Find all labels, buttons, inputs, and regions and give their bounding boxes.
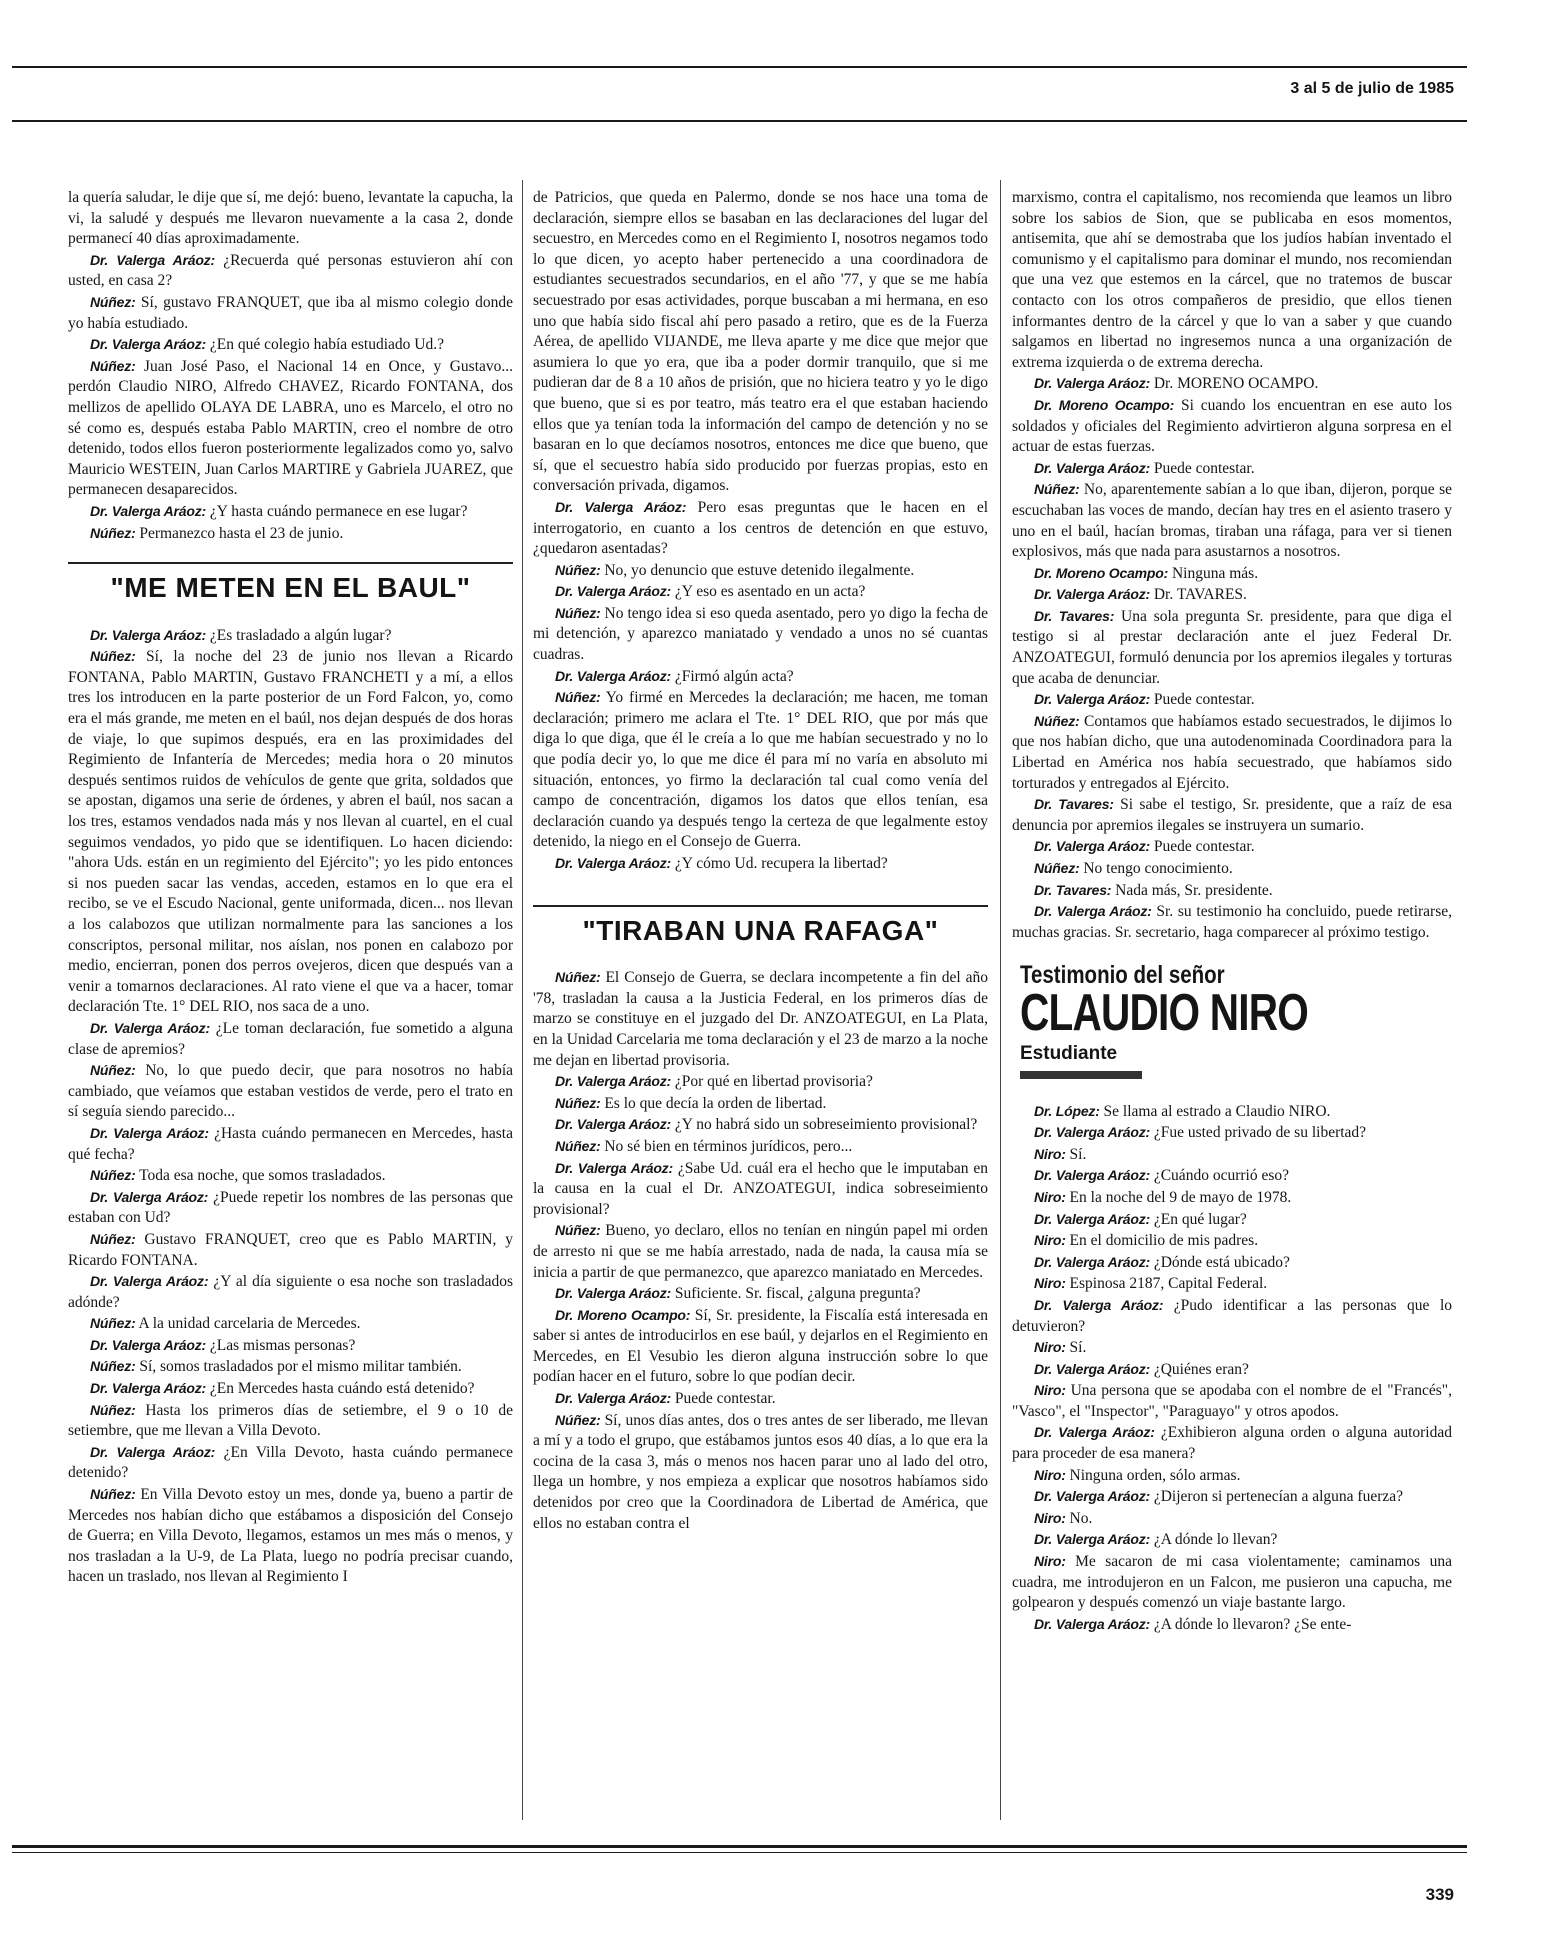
- paragraph: Núñez: Permanezco hasta el 23 de junio.: [90, 524, 344, 542]
- text-column-3: [1012, 188, 1452, 1635]
- speaker-label: Dr. Valerga Aráoz:: [1034, 838, 1150, 855]
- paragraph: Dr. Valerga Aráoz: ¿Las mismas personas?: [90, 1336, 356, 1354]
- speaker-label: Dr. Tavares:: [1034, 796, 1114, 813]
- speaker-label: Niro:: [1034, 1382, 1066, 1399]
- speaker-label: Niro:: [1034, 1339, 1066, 1356]
- paragraph: Dr. Valerga Aráoz: ¿Exhibieron alguna orden o alguna autoridad para proceder de esa manera?: [1012, 1424, 1452, 1463]
- speaker-label: Dr. Valerga Aráoz:: [1034, 1124, 1150, 1141]
- speaker-label: Núñez:: [1034, 860, 1080, 876]
- section-heading: "TIRABAN UNA RAFAGA": [582, 914, 939, 946]
- page-number: 339: [1425, 1885, 1454, 1904]
- paragraph: Dr. Valerga Aráoz: ¿Pudo identificar a las personas que lo detuvieron?: [1012, 1296, 1452, 1335]
- speaker-label: Niro:: [1034, 1466, 1066, 1483]
- paragraph: Núñez: No, aparentemente sabían a lo que iban, dijeron, porque se escuchaban las voces de mando, decían hay tres en el asiento trasero y uno en el baúl, hacían bromas, tiraban una ráfaga, para ver si tienen explosivos, más que nada para asustarnos a nosotros.: [1012, 481, 1453, 561]
- paragraph: Dr. Valerga Aráoz: ¿A dónde lo llevan?: [1034, 1531, 1278, 1549]
- speaker-label: Núñez:: [555, 1094, 601, 1111]
- speaker-label: Dr. Valerga Aráoz:: [90, 1336, 206, 1353]
- speaker-label: Núñez:: [555, 561, 601, 578]
- paragraph: Dr. Valerga Aráoz: Puede contestar.: [1034, 459, 1255, 477]
- paragraph: Dr. Valerga Aráoz: ¿Y eso es asentado en un acta?: [555, 583, 866, 601]
- paragraph: Dr. Valerga Aráoz: ¿Dónde está ubicado?: [1034, 1253, 1290, 1271]
- speaker-label: Núñez:: [90, 293, 136, 310]
- paragraph: Dr. Valerga Aráoz: ¿Puede repetir los nombres de las personas que estaban con Ud?: [68, 1188, 513, 1227]
- witness-name: CLAUDIO NIRO: [1020, 983, 1309, 1042]
- paragraph: Niro: En el domicilio de mis padres.: [1034, 1232, 1259, 1250]
- speaker-label: Dr. Valerga Aráoz:: [1034, 903, 1152, 920]
- speaker-label: Dr. Valerga Aráoz:: [1034, 1210, 1150, 1227]
- paragraph: Dr. Moreno Ocampo: Sí, Sr. presidente, la Fiscalía está interesada en saber si antes de introducirlos en ese baúl, y dejarlos en el Regimiento en Mercedes, en El Vesubio les dieron alguna instrucción sobre lo que podían hacer en el futuro, sobre lo que podían decir.: [533, 1306, 988, 1386]
- paragraph: Dr. Valerga Aráoz: Suficiente. Sr. fiscal, ¿alguna pregunta?: [555, 1285, 921, 1303]
- speaker-label: Dr. Valerga Aráoz:: [555, 1116, 671, 1133]
- column-divider-2: [1000, 180, 1001, 1820]
- paragraph: Dr. Valerga Aráoz: ¿Y hasta cuándo permanece en ese lugar?: [90, 502, 468, 520]
- paragraph: Dr. Valerga Aráoz: ¿Quiénes eran?: [1034, 1360, 1249, 1378]
- paragraph: Núñez: Bueno, yo declaro, ellos no tenían en ningún papel mi orden de arresto ni que se me había arrestado, nada de nada, la causa mía se inicia a partir de que permanezco, que aparezco maniatado en Mercedes.: [533, 1222, 988, 1281]
- paragraph: Dr. Valerga Aráoz: Puede contestar.: [555, 1390, 776, 1408]
- speaker-label: Núñez:: [555, 1222, 601, 1239]
- speaker-label: Dr. Valerga Aráoz:: [1034, 1615, 1150, 1632]
- footer-rule-thin: [12, 1852, 1467, 1853]
- speaker-label: Dr. Valerga Aráoz:: [1034, 375, 1150, 392]
- paragraph: Núñez: Sí, unos días antes, dos o tres antes de ser liberado, me llevan a mí y a todo el grupo, que estábamos juntos esos 40 días, a lo que era la cocina de la casa 3, más o menos nos hacen parar uno al lado del otro, llega un hombre, y nos empieza a explicar que nosotros habíamos sido detenidos por creo que la Coordinadora de Libertad de América, que ellos no estaban contra el: [533, 1411, 988, 1532]
- speaker-label: Dr. Valerga Aráoz:: [1034, 1253, 1150, 1270]
- paragraph: Niro: En la noche del 9 de mayo de 1978.: [1034, 1188, 1292, 1206]
- speaker-label: Dr. Valerga Aráoz:: [1034, 1296, 1164, 1313]
- paragraph: la quería saludar, le dije que sí, me dejó: bueno, levantate la capucha, la vi, la saludé y después me llevaron nuevamente a la casa 2, donde permanecí 40 días aproximadamente.: [68, 189, 513, 248]
- speaker-label: Dr. Valerga Aráoz:: [90, 1273, 209, 1290]
- paragraph: Núñez: No, yo denuncio que estuve detenido ilegalmente.: [555, 561, 915, 579]
- header-rule-bottom: [12, 120, 1467, 122]
- paragraph: Núñez: Gustavo FRANQUET, creo que es Pablo MARTIN, y Ricardo FONTANA.: [68, 1230, 513, 1269]
- paragraph: Dr. Valerga Aráoz: ¿Sabe Ud. cuál era el hecho que le imputaban en la causa en la cual el Dr. ANZOATEGUI, indica sobreseimiento provisional?: [533, 1159, 989, 1218]
- paragraph: Núñez: Sí, la noche del 23 de junio nos llevan a Ricardo FONTANA, Pablo MARTIN, Gustavo FRANCHETI y a mí, a ellos tres los introducen en la parte posterior de un Ford Falcon, yo, como era el más grande, me meten en el baúl, nos dejan después de dos horas de viaje, lo que supimos después, era en las proximidades del Regimiento de Infantería de Mercedes; media hora o 20 minutos después sentimos ruidos de vehículos de gente que grita, soldados que se apostan, digamos una serie de órdenes, y abren el baúl, nos sacan a los tres, estamos vendados nada más y nos llevan al cuartel, en el cual seguimos vendados, yo pido que se identifiquen. Lo hacen diciendo: "ahora Uds. están en un regimiento del Ejército"; yo les pido entonces si nos pueden sacar las vendas, acceden, estamos en lo que era el recibo, se ve el Escudo Nacional, gente uniformada, dicen... nos llevan a los calabozos que utilizan normalmente para las sanciones a los conscriptos, personal militar, nos aíslan, nos ponen en calabozo por medio, encierran, ponen dos perros ovejeros, dicen que después van a venir a tomarnos declaraciones. Al rato viene el que va a hacer, tomar declaración Tte. 1° DEL RIO, nos saca de a uno.: [68, 648, 514, 1016]
- speaker-label: Dr. Valerga Aráoz:: [1034, 691, 1150, 708]
- paragraph: Dr. Valerga Aráoz: ¿Cuándo ocurrió eso?: [1034, 1167, 1289, 1185]
- paragraph: Dr. Valerga Aráoz: ¿Fue usted privado de su libertad?: [1034, 1124, 1367, 1142]
- speaker-label: Dr. Valerga Aráoz:: [1034, 1167, 1150, 1184]
- speaker-label: Dr. Moreno Ocampo:: [555, 1306, 691, 1323]
- speaker-label: Núñez:: [90, 1062, 136, 1079]
- speaker-label: Dr. Valerga Aráoz:: [555, 1285, 671, 1302]
- speaker-label: Núñez:: [1034, 481, 1080, 498]
- issue-date: 3 al 5 de julio de 1985: [1290, 80, 1454, 97]
- speaker-label: Núñez:: [90, 648, 136, 665]
- paragraph: Núñez: Yo firmé en Mercedes la declaración; me hacen, me toman declaración; primero me aclara el Tte. 1° DEL RIO, que por más que diga lo que diga, que él le creía a lo que me habían secuestrado y no lo que podía decir yo, lo que me dice él para mí no varía en absoluto mi situación, entonces, yo firmo la declaración tal cual como venía del campo de concentración, digamos los datos que ellos tenían, esa declaración cuando ya después tengo la certeza de que legalmente estoy detenido, la niego en el Consejo de Guerra.: [533, 689, 988, 851]
- speaker-label: Núñez:: [90, 357, 136, 374]
- speaker-label: Niro:: [1034, 1188, 1066, 1205]
- paragraph: Dr. Valerga Aráoz: ¿Recuerda qué personas estuvieron ahí con usted, en casa 2?: [68, 251, 513, 290]
- speaker-label: Dr. Valerga Aráoz:: [90, 626, 206, 643]
- paragraph: Dr. Valerga Aráoz: ¿Dijeron si pertenecían a alguna fuerza?: [1034, 1488, 1403, 1506]
- paragraph: Núñez: No tengo idea si eso queda asentado, pero yo digo la fecha de mi detención, y aparezco maniatado y vendado a unos no sé cuantas cuadras.: [533, 604, 989, 664]
- speaker-label: Núñez:: [90, 1486, 136, 1503]
- paragraph: Núñez: Juan José Paso, el Nacional 14 en Once, y Gustavo... perdón Claudio NIRO, Alfredo CHAVEZ, Ricardo FONTANA, dos mellizos de apellido OLAYA DE LABRA, uno es Marcelo, el otro no sé como es, después estaba Pablo MARTIN, creo el nombre de otro detenido, todos ellos fueron posteriormente legalizados como yo, salvo Mauricio WESTEIN, Juan Carlos MARTIRE y Gabriela JUAREZ, que permanecen desaparecidos.: [68, 357, 514, 499]
- speaker-label: Dr. Valerga Aráoz:: [555, 1159, 673, 1176]
- paragraph: Núñez: No tengo conocimiento.: [1034, 860, 1233, 877]
- footer-rule-thick: [12, 1845, 1467, 1848]
- speaker-label: Dr. Valerga Aráoz:: [90, 1443, 216, 1460]
- speaker-label: Dr. Valerga Aráoz:: [90, 1124, 209, 1141]
- paragraph: Dr. Valerga Aráoz: Puede contestar.: [1034, 838, 1255, 856]
- paragraph: Niro: Ninguna orden, sólo armas.: [1034, 1466, 1241, 1484]
- paragraph: Dr. Valerga Aráoz: Sr. su testimonio ha concluido, puede retirarse, muchas gracias. Sr. secretario, haga comparecer al próximo testigo.: [1012, 903, 1452, 941]
- speaker-label: Niro:: [1034, 1232, 1066, 1249]
- paragraph: Dr. Tavares: Si sabe el testigo, Sr. presidente, que a raíz de esa denuncia por apremios ilegales se instruyera un sumario.: [1012, 796, 1453, 834]
- speaker-label: Núñez:: [90, 1358, 136, 1375]
- paragraph: Dr. López: Se llama al estrado a Claudio NIRO.: [1034, 1102, 1331, 1120]
- speaker-label: Núñez:: [555, 1137, 601, 1154]
- speaker-label: Núñez:: [90, 1315, 136, 1332]
- witness-heading-kicker: Testimonio del señor: [1020, 961, 1225, 990]
- speaker-label: Dr. López:: [1034, 1102, 1100, 1119]
- paragraph: Núñez: En Villa Devoto estoy un mes, donde ya, bueno a partir de Mercedes nos habían dicho que estábamos a disposición del Consejo de Guerra; en Villa Devoto, llegamos, estamos un mes más o menos, y nos trasladan a la U-9, de La Plata, luego no podría precisar cuando, hacen un traslado, nos llevan al Regimiento I: [68, 1486, 513, 1586]
- section-heading: "ME METEN EN EL BAUL": [110, 572, 471, 604]
- heading-bar: [1020, 1071, 1142, 1079]
- speaker-label: Niro:: [1034, 1509, 1066, 1526]
- speaker-label: Dr. Valerga Aráoz:: [90, 502, 206, 519]
- paragraph: Dr. Moreno Ocampo: Si cuando los encuentran en ese auto los soldados y oficiales del Regimiento advirtieron alguna sorpresa en el actuar de estas fuerzas.: [1012, 396, 1452, 456]
- speaker-label: Dr. Valerga Aráoz:: [555, 855, 671, 871]
- speaker-label: Dr. Moreno Ocampo:: [1034, 564, 1169, 581]
- paragraph: Núñez: No, lo que puedo decir, que para nosotros no había cambiado, que veíamos que estaban vestidos de verde, pero el trato en sí seguía siendo parecido...: [68, 1062, 514, 1121]
- paragraph: Dr. Valerga Aráoz: ¿Y cómo Ud. recupera la libertad?: [555, 855, 888, 872]
- paragraph: de Patricios, que queda en Palermo, donde se nos hace una toma de declaración, siempre ellos se basaban en las declaraciones del lugar del secuestro, en Mercedes como en el Regimiento I, nosotros negamos todo lo que dicen, yo acepto haber pertenecido a una coordinadora de estudiantes secuestrados secundarios, en el año '77, y que se me había secuestrado por esas actividades, porque buscaban a mi hermana, en eso uno que había sido fiscal ahí pero pasado a retiro, que es de la Fuerza Aérea, de apellido VIJANDE, me lleva aparte y me dice que mejor que asumiera lo que yo era, que iba a poder dormir tranquilo, que si me pudieran dar de 8 a 10 años de prisión, que no hiciera teatro y yo le digo que bueno, que si es por teatro, más teatro era el que estaban haciendo ellos que ya tenían toda la información del campo de detención y no se basaran en lo que decíamos nosotros, entonces me dice que bueno, que sí, que el secuestro había sido producido por fuerzas propias, esto en conversación privada, digamos.: [533, 189, 988, 495]
- paragraph: Niro: Me sacaron de mi casa violentamente; caminamos una cuadra, me introdujeron en un Falcon, me pusieron una capucha, me golpearon y después comenzó un viaje bastante largo.: [1012, 1553, 1453, 1612]
- paragraph: Dr. Valerga Aráoz: ¿En Villa Devoto, hasta cuándo permanece detenido?: [68, 1443, 514, 1482]
- paragraph: marxismo, contra el capitalismo, nos recomienda que leamos un libro sobre los sabios de Sion, que se publicaba en esos momentos, antisemita, que ahí se demostraba que los judíos habían inventado el comunismo y el capitalismo para dominar el mundo, nos recomiendan que una vez que estemos en la cárcel, que no tratemos de buscar contacto con los otros compañeros de presidio, que ellos tienen informantes dentro de la cárcel y que lo van a saber y que cuando salgamos en libertad no ingresemos nunca a una organización de extrema izquierda o de extrema derecha.: [1012, 189, 1452, 371]
- witness-occupation: Estudiante: [1020, 1042, 1118, 1064]
- speaker-label: Dr. Valerga Aráoz:: [90, 1019, 210, 1036]
- speaker-label: Núñez:: [90, 524, 136, 541]
- paragraph: Niro: No.: [1034, 1509, 1093, 1527]
- paragraph: Dr. Valerga Aráoz: ¿Hasta cuándo permanecen en Mercedes, hasta qué fecha?: [68, 1124, 513, 1163]
- paragraph: Núñez: Toda esa noche, que somos trasladados.: [90, 1167, 386, 1185]
- paragraph: Niro: Sí.: [1034, 1145, 1087, 1163]
- speaker-label: Núñez:: [1034, 712, 1080, 729]
- paragraph: Dr. Valerga Aráoz: ¿En qué lugar?: [1034, 1210, 1247, 1228]
- paragraph: Dr. Moreno Ocampo: Ninguna más.: [1034, 564, 1259, 582]
- speaker-label: Dr. Valerga Aráoz:: [555, 1390, 671, 1407]
- speaker-label: Núñez:: [90, 1230, 136, 1247]
- speaker-label: Niro:: [1034, 1275, 1066, 1292]
- speaker-label: Dr. Valerga Aráoz:: [1034, 1531, 1150, 1548]
- speaker-label: Dr. Valerga Aráoz:: [1034, 1488, 1150, 1505]
- text-column-1: [68, 188, 513, 1588]
- speaker-label: Dr. Valerga Aráoz:: [90, 336, 206, 353]
- speaker-label: Dr. Valerga Aráoz:: [555, 1073, 671, 1090]
- speaker-label: Núñez:: [555, 969, 601, 986]
- paragraph: Dr. Valerga Aráoz: ¿Y no habrá sido un sobreseimiento provisional?: [555, 1116, 978, 1134]
- speaker-label: Núñez:: [90, 1401, 136, 1418]
- paragraph: Núñez: Hasta los primeros días de setiembre, el 9 o 10 de setiembre, que me llevan a Villa Devoto.: [68, 1401, 513, 1440]
- paragraph: Dr. Tavares: Una sola pregunta Sr. presidente, para que diga el testigo si al prestar declaración ante el juez Federal Dr. ANZOATEGUI, formuló denuncia por los apremios ilegales y torturas que acaba de denunciar.: [1012, 607, 1452, 687]
- header-rule-top: [12, 66, 1467, 68]
- speaker-label: Dr. Valerga Aráoz:: [90, 251, 215, 268]
- paragraph: Núñez: Es lo que decía la orden de libertad.: [555, 1094, 827, 1112]
- paragraph: Dr. Valerga Aráoz: Dr. MORENO OCAMPO.: [1034, 375, 1319, 393]
- speaker-label: Núñez:: [555, 1411, 601, 1428]
- paragraph: Dr. Tavares: Nada más, Sr. presidente.: [1034, 881, 1273, 899]
- paragraph: Dr. Valerga Aráoz: ¿En qué colegio había estudiado Ud.?: [90, 336, 444, 354]
- paragraph: Dr. Valerga Aráoz: Dr. TAVARES.: [1034, 586, 1247, 604]
- speaker-label: Dr. Valerga Aráoz:: [1034, 1424, 1155, 1441]
- speaker-label: Dr. Moreno Ocampo:: [1034, 396, 1175, 413]
- paragraph: Núñez: El Consejo de Guerra, se declara incompetente a fin del año '78, trasladan la causa a la Justicia Federal, en los primeros días de marzo se constituye en el juzgado del Dr. ANZOATEGUI, en La Plata, en la Unidad Carcelaria me toma declaración y el 23 de marzo a la noche me dejan en libertad provisoria.: [533, 969, 989, 1069]
- paragraph: Dr. Valerga Aráoz: ¿A dónde lo llevaron? ¿Se ente-: [1034, 1615, 1352, 1633]
- speaker-label: Niro:: [1034, 1553, 1066, 1570]
- paragraph: Dr. Valerga Aráoz: ¿En Mercedes hasta cuándo está detenido?: [90, 1380, 475, 1398]
- section-heading-box: [533, 905, 988, 946]
- paragraph: Núñez: Sí, somos trasladados por el mismo militar también.: [90, 1358, 462, 1376]
- paragraph: Dr. Valerga Aráoz: ¿Es trasladado a algún lugar?: [90, 626, 392, 644]
- text-column-2: [533, 188, 988, 1534]
- paragraph: Núñez: No sé bien en términos jurídicos, pero...: [555, 1137, 853, 1155]
- speaker-label: Dr. Valerga Aráoz:: [90, 1188, 209, 1205]
- paragraph: Núñez: A la unidad carcelaria de Mercedes.: [90, 1315, 361, 1333]
- speaker-label: Dr. Valerga Aráoz:: [1034, 586, 1150, 603]
- speaker-label: Núñez:: [90, 1167, 136, 1184]
- speaker-label: Núñez:: [555, 689, 601, 706]
- witness-heading: [1020, 961, 1452, 1078]
- paragraph: Dr. Valerga Aráoz: ¿Le toman declaración, fue sometido a alguna clase de apremios?: [68, 1019, 513, 1058]
- speaker-label: Dr. Valerga Aráoz:: [1034, 459, 1150, 476]
- speaker-label: Dr. Valerga Aráoz:: [555, 498, 687, 515]
- paragraph: Núñez: Contamos que habíamos estado secuestrados, le dijimos lo que nos habían dicho, que una autodenominada Coordinadora para la Libertad en América nos había secuestrado, que habíamos sido torturados y entregados al Ejército.: [1012, 712, 1453, 792]
- section-heading-box: [68, 562, 513, 604]
- speaker-label: Dr. Valerga Aráoz:: [555, 583, 671, 600]
- paragraph: Niro: Sí.: [1034, 1339, 1087, 1357]
- speaker-label: Dr. Tavares:: [1034, 881, 1112, 898]
- paragraph: Dr. Valerga Aráoz: ¿Firmó algún acta?: [555, 667, 794, 685]
- speaker-label: Dr. Valerga Aráoz:: [555, 667, 671, 684]
- speaker-label: Dr. Valerga Aráoz:: [1034, 1360, 1150, 1377]
- speaker-label: Dr. Valerga Aráoz:: [90, 1380, 206, 1397]
- paragraph: Dr. Valerga Aráoz: ¿Y al día siguiente o esa noche son trasladados adónde?: [68, 1273, 514, 1311]
- speaker-label: Núñez:: [555, 604, 601, 621]
- paragraph: Dr. Valerga Aráoz: Puede contestar.: [1034, 691, 1255, 709]
- speaker-label: Dr. Tavares:: [1034, 607, 1115, 624]
- paragraph: Dr. Valerga Aráoz: ¿Por qué en libertad provisoria?: [555, 1073, 873, 1091]
- paragraph: Dr. Valerga Aráoz: Pero esas preguntas que le hacen en el interrogatorio, en cuanto a los centros de detención en que estuvo, ¿quedaron asentadas?: [533, 498, 989, 558]
- paragraph: Niro: Una persona que se apodaba con el nombre de el "Francés", "Vasco", el "Inspector", "Paraguayo" y otros apodos.: [1012, 1382, 1453, 1420]
- paragraph: Núñez: Sí, gustavo FRANQUET, que iba al mismo colegio donde yo había estudiado.: [68, 293, 513, 332]
- speaker-label: Niro:: [1034, 1145, 1066, 1162]
- paragraph: Niro: Espinosa 2187, Capital Federal.: [1034, 1275, 1268, 1293]
- column-divider-1: [522, 180, 523, 1820]
